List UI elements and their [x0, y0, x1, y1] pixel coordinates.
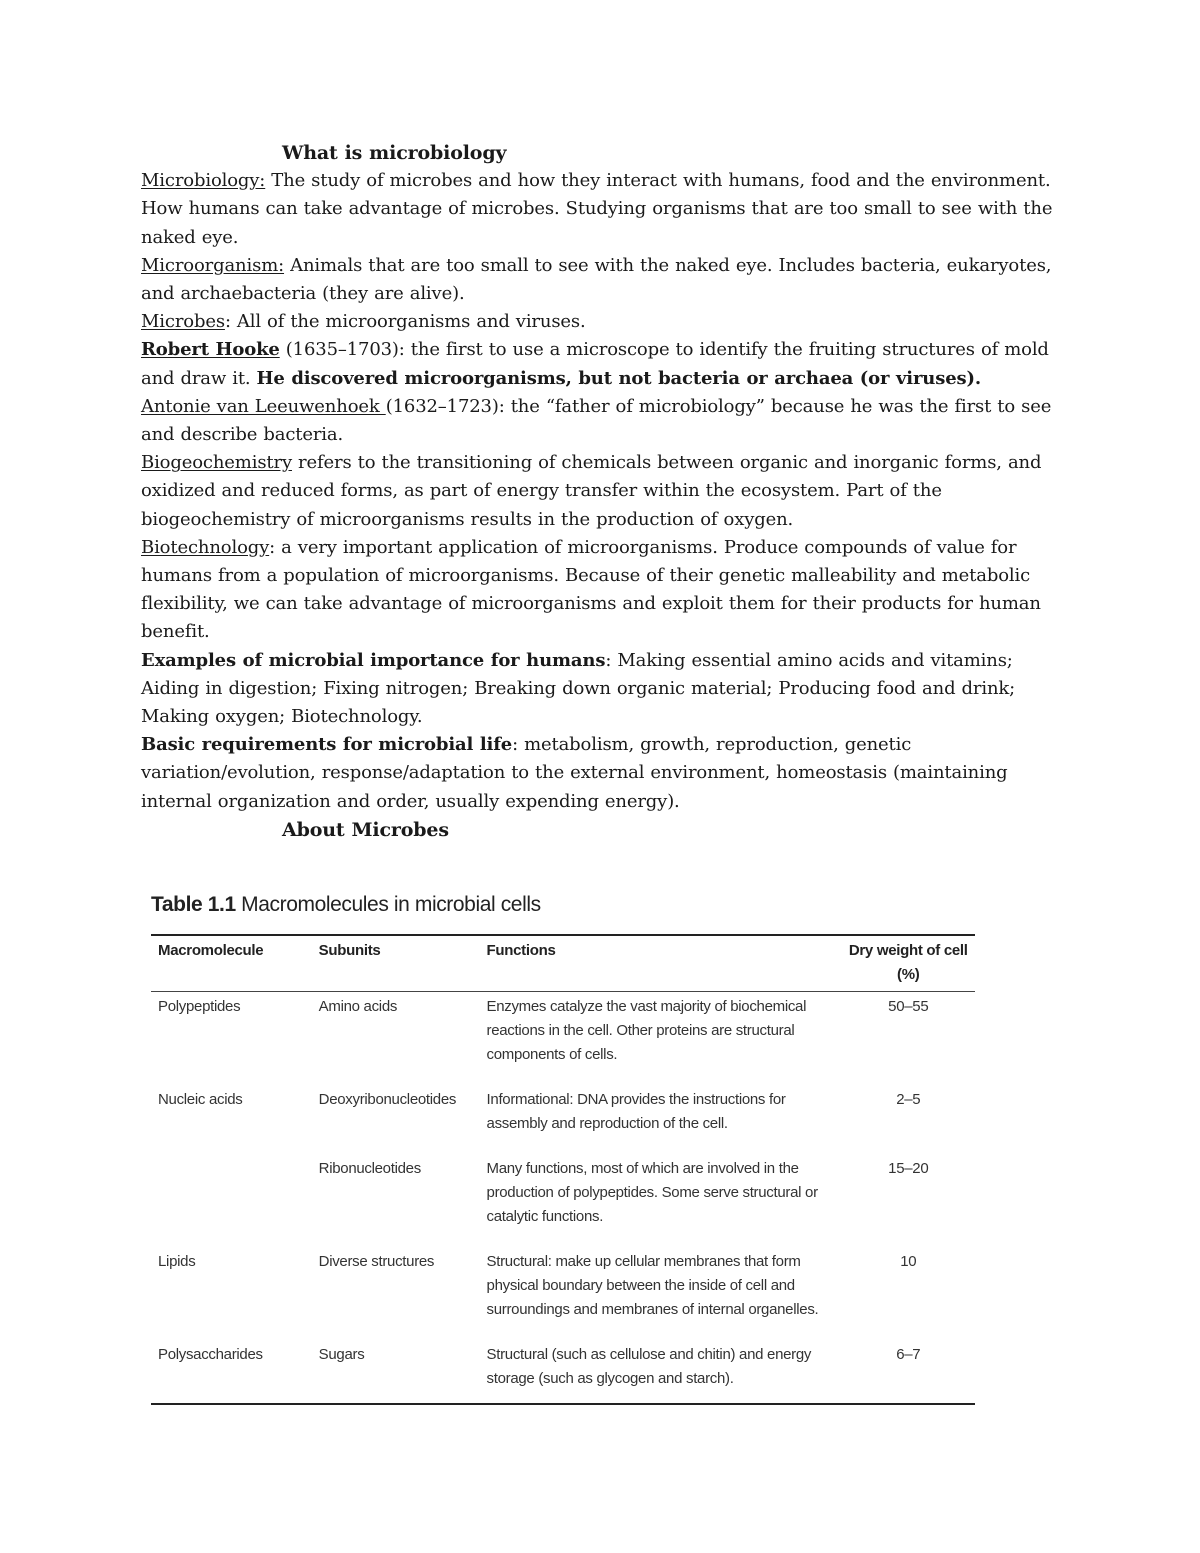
header-subunits: Subunits: [312, 935, 480, 992]
requirements-paragraph: [141, 731, 1061, 816]
table-caption: Macromolecules in microbial cells: [235, 893, 541, 916]
cell-macromolecule: [151, 1154, 312, 1247]
examples-text: : Making essential amino acids and vitamins; Aiding in digestion; Fixing nitrogen; Breaking down organic material; Producing food and drink; Making oxygen; Biotechnology.: [141, 649, 1016, 728]
microorganism-text: Animals that are too small to see with the naked eye. Includes bacteria, eukaryotes, and archaebacteria (they are alive).: [141, 254, 1052, 305]
cell-functions: Enzymes catalyze the vast majority of biochemical reactions in the cell. Other proteins are structural components of cells.: [486, 998, 807, 1063]
cell-functions: Informational: DNA provides the instructions for assembly and reproduction of the cell.: [486, 1091, 786, 1132]
cell-subunits: Diverse structures: [318, 1253, 435, 1270]
cell-subunits: Amino acids: [318, 998, 398, 1015]
cell-functions: Structural (such as cellulose and chitin) and energy storage (such as glycogen and starch).: [486, 1346, 812, 1387]
microbes-text: : All of the microorganisms and viruses.: [224, 311, 586, 333]
notes-section: [141, 139, 1061, 844]
microbiology-term: Microbiology:: [141, 170, 266, 192]
header-functions: Functions: [480, 935, 842, 992]
microbes-term: Microbes: [141, 311, 225, 333]
cell-dry-weight: 2–5: [896, 1091, 921, 1108]
microbes-definition: [141, 308, 1061, 336]
requirements-text: : metabolism, growth, reproduction, genetic variation/evolution, response/adaptation to the external environment, homeostasis (maintaining internal organization and order, usually expending energy).: [141, 734, 1008, 812]
biogeochemistry-term: Biogeochemistry: [141, 452, 292, 474]
cell-functions: Many functions, most of which are involved in the production of polypeptides. Some serve structural or catalytic functions.: [486, 1160, 818, 1225]
table-title: [151, 893, 975, 917]
cell-subunits: Sugars: [318, 1346, 365, 1363]
hooke-text: (1635–1703): the first to use a microscope to identify the fruiting structures of mold and draw it.: [141, 339, 1049, 389]
cell-macromolecule: Nucleic acids: [158, 1091, 243, 1108]
cell-functions: Structural: make up cellular membranes that form physical boundary between the inside of cell and surroundings and membranes of internal organelles.: [486, 1253, 819, 1318]
page-title: What is microbiology: [282, 142, 507, 164]
table-row: [151, 1340, 975, 1404]
leeuwenhoek-paragraph: [141, 393, 1061, 449]
table-row: [151, 1154, 975, 1247]
biotechnology-paragraph: [141, 534, 1061, 647]
leeuwenhoek-name: Antonie van Leeuwenhoek: [141, 395, 386, 417]
cell-macromolecule: Polypeptides: [158, 998, 241, 1015]
biogeochemistry-paragraph: [141, 449, 1061, 534]
table-row: [151, 1247, 975, 1340]
table-row: [151, 992, 975, 1086]
header-macromolecule: Macromolecule: [151, 935, 312, 992]
microorganism-definition: [141, 252, 1061, 308]
about-microbes-heading: About Microbes: [282, 818, 449, 841]
microbiology-text: The study of microbes and how they interact with humans, food and the environment. How humans can take advantage of microbes. Studying organisms that are too small to see with the naked eye.: [141, 170, 1053, 248]
cell-dry-weight: 6–7: [896, 1346, 921, 1363]
requirements-term: Basic requirements for microbial life: [141, 734, 513, 756]
cell-macromolecule: Polysaccharides: [158, 1346, 263, 1363]
table-number: Table 1.1: [151, 893, 236, 916]
microorganism-term: Microorganism:: [141, 254, 285, 276]
header-dry-weight: Dry weight of cell (%): [842, 935, 975, 992]
macromolecules-table: [151, 934, 975, 1405]
examples-paragraph: [141, 647, 1061, 732]
hooke-name: Robert Hooke: [141, 339, 280, 361]
biotechnology-term: Biotechnology: [141, 536, 270, 558]
table-row: [151, 1085, 975, 1154]
examples-term: Examples of microbial importance for humans: [141, 649, 606, 671]
macromolecules-table-block: [151, 893, 975, 1405]
cell-macromolecule: Lipids: [158, 1253, 196, 1270]
table-header-row: [151, 935, 975, 992]
cell-subunits: Deoxyribonucleotides: [318, 1091, 457, 1108]
cell-dry-weight: 50–55: [888, 998, 929, 1015]
hooke-bold-text: He discovered microorganisms, but not bacteria or archaea (or viruses).: [256, 367, 981, 389]
leeuwenhoek-text: (1632–1723): the “father of microbiology” because he was the first to see and describe bacteria.: [141, 395, 1052, 446]
microbiology-definition: [141, 167, 1061, 252]
cell-dry-weight: 15–20: [888, 1160, 929, 1177]
biotechnology-text: : a very important application of microorganisms. Produce compounds of value for humans from a population of microorganisms. Because of their genetic malleability and metabolic flexibility, we can take advantage of microorganisms and exploit them for their products for human benefit.: [141, 536, 1041, 643]
cell-subunits: Ribonucleotides: [318, 1160, 421, 1177]
biogeochemistry-text: refers to the transitioning of chemicals between organic and inorganic forms, and oxidized and reduced forms, as part of energy transfer within the ecosystem. Part of the biogeochemistry of microorganisms results in the production of oxygen.: [141, 452, 1042, 530]
hooke-paragraph: [141, 336, 1061, 392]
cell-dry-weight: 10: [900, 1253, 917, 1270]
